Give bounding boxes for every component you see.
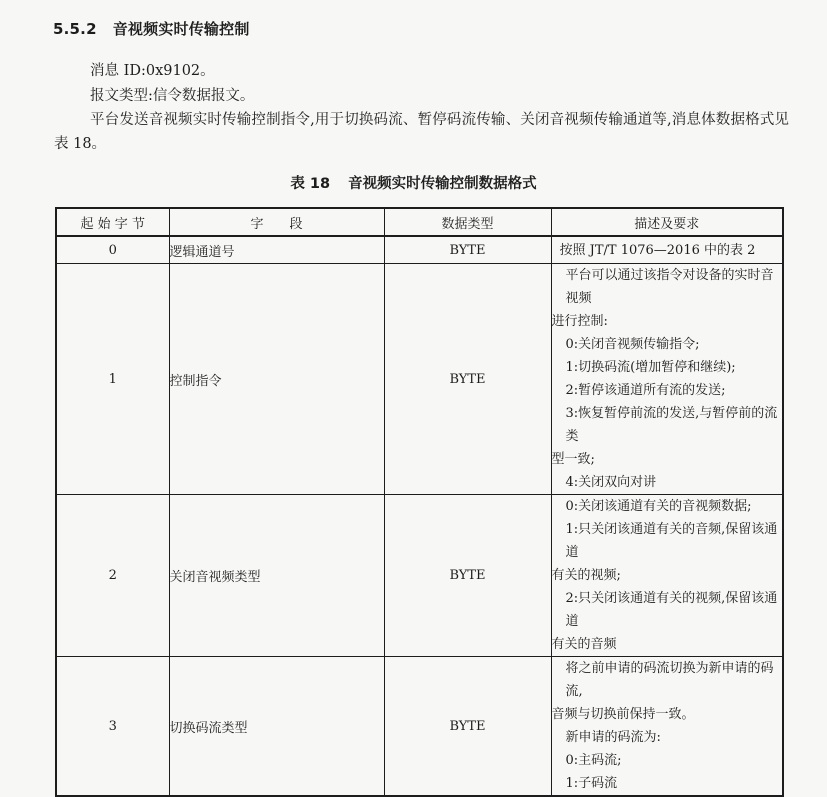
cell-field: 逻辑通道号 (169, 236, 384, 264)
cell-field: 控制指令 (169, 264, 384, 495)
desc-line: 型一致; (551, 452, 595, 467)
table-row (56, 236, 783, 264)
cell-field: 切换码流类型 (169, 657, 384, 797)
desc-line: 4:关闭双向对讲 (565, 475, 657, 490)
cell-description (551, 495, 783, 657)
data-format-table (55, 207, 784, 797)
desc-line: 按照 JT/T 1076—2016 中的表 2 (559, 242, 756, 258)
section-title: 音视频实时传输控制 (112, 20, 250, 38)
description-paragraph: 平台发送音视频实时传输控制指令,用于切换码流、暂停码流传输、关闭音视频传输通道等,消息体数据格式见表 18。 (54, 112, 789, 152)
desc-line: 2:暂停该通道所有流的发送; (565, 383, 726, 398)
cell-field: 关闭音视频类型 (169, 495, 384, 657)
cell-offset: 3 (56, 657, 169, 797)
section-heading (53, 18, 250, 39)
cell-type: BYTE (384, 495, 551, 657)
cell-offset: 0 (56, 236, 169, 264)
cell-description (551, 236, 783, 264)
desc-line: 2:只关闭该通道有关的视频,保留该通道 (565, 591, 778, 629)
desc-line: 新申请的码流为: (565, 730, 661, 745)
cell-type: BYTE (384, 264, 551, 495)
table-caption-title: 音视频实时传输控制数据格式 (348, 176, 537, 192)
table-row (56, 657, 783, 797)
desc-line: 进行控制: (551, 314, 608, 329)
desc-line: 0:关闭音视频传输指令; (565, 337, 700, 352)
cell-offset: 2 (56, 495, 169, 657)
cell-description (551, 264, 783, 495)
desc-line: 0:主码流; (565, 753, 622, 768)
table-caption-number: 表 18 (290, 176, 331, 192)
desc-line: 0:关闭该通道有关的音视频数据; (565, 499, 752, 514)
header-description: 描述及要求 (551, 208, 783, 236)
cell-type: BYTE (384, 657, 551, 797)
section-number: 5.5.2 (53, 20, 97, 38)
desc-line: 有关的音频 (551, 637, 617, 652)
table-row (56, 264, 783, 495)
desc-line: 音频与切换前保持一致。 (551, 707, 695, 722)
message-type-line: 报文类型:信令数据报文。 (90, 88, 255, 104)
desc-line: 1:子码流 (565, 776, 618, 791)
desc-line: 平台可以通过该指令对设备的实时音视频 (565, 268, 774, 306)
desc-line: 1:只关闭该通道有关的音频,保留该通道 (565, 522, 778, 560)
table-header-row (56, 208, 783, 236)
header-field: 字 段 (169, 208, 384, 236)
desc-line: 3:恢复暂停前流的发送,与暂停前的流类 (565, 406, 778, 444)
table-caption (0, 172, 827, 193)
header-offset: 起 始 字 节 (56, 208, 169, 236)
cell-type: BYTE (384, 236, 551, 264)
cell-description (551, 657, 783, 797)
cell-offset: 1 (56, 264, 169, 495)
desc-line: 1:切换码流(增加暂停和继续); (565, 360, 736, 375)
desc-line: 有关的视频; (551, 568, 621, 583)
desc-line: 将之前申请的码流切换为新申请的码流, (565, 661, 774, 699)
table-row (56, 495, 783, 657)
message-id-line: 消息 ID:0x9102。 (90, 63, 215, 79)
header-type: 数据类型 (384, 208, 551, 236)
